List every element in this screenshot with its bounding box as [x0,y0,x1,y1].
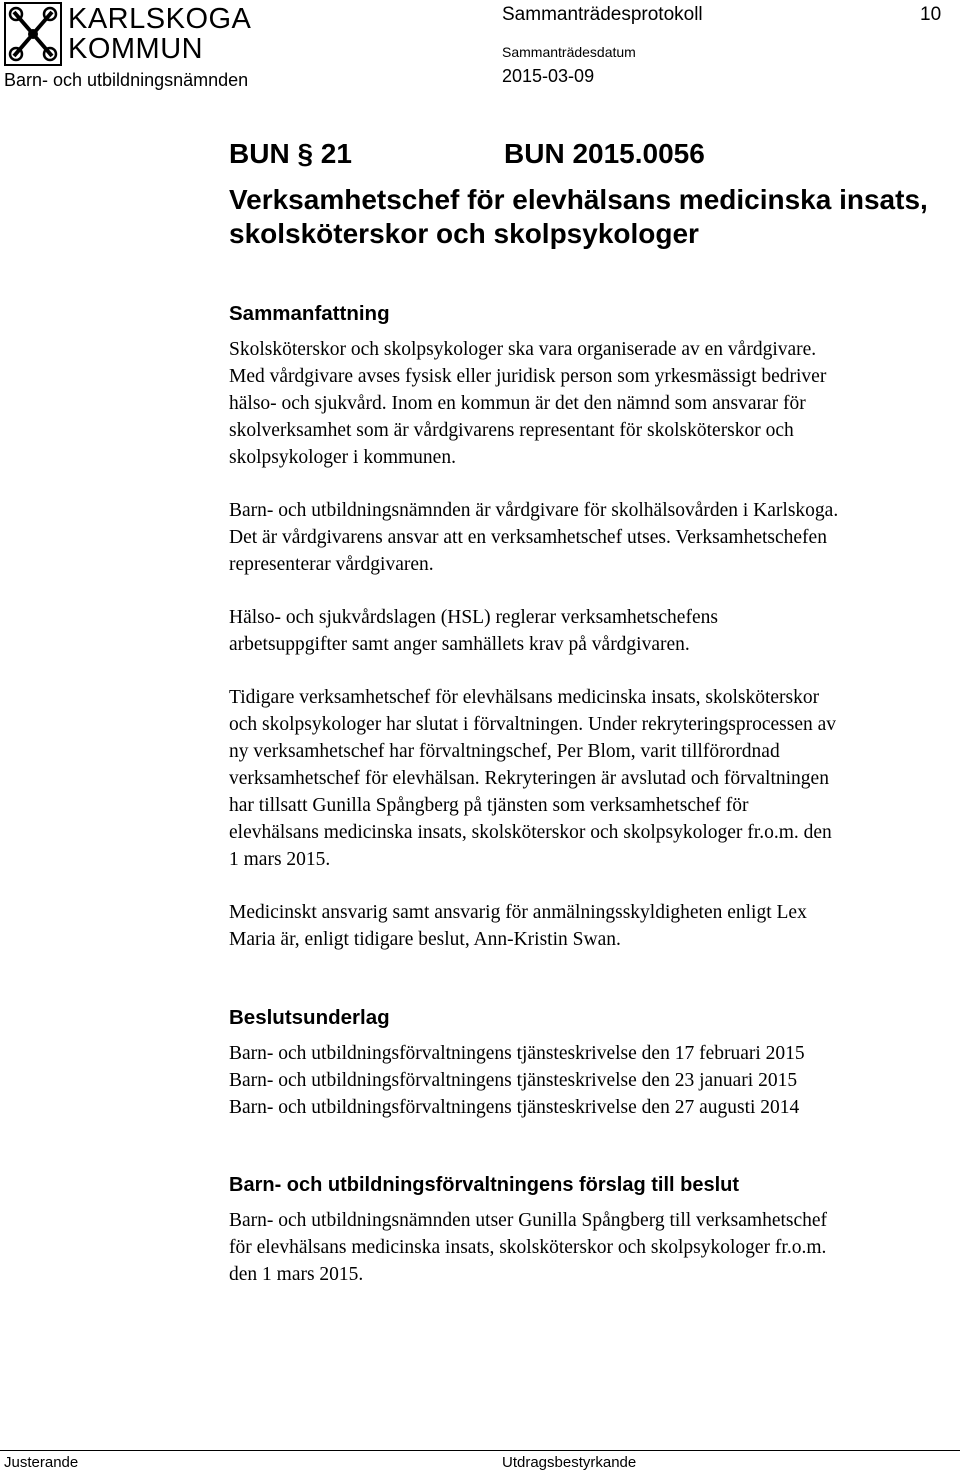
logo-line1: KARLSKOGA [68,3,252,35]
summary-paragraph-4 [229,684,954,873]
logo-wordmark [68,4,251,64]
footer-divider [0,1450,960,1451]
basis-item: Barn- och utbildningsförvaltningens tjänsteskrivelse den 23 januari 2015 [229,1070,798,1091]
case-title-line: skolsköterskor och skolpsykologer [229,218,699,249]
text-line: Medicinskt ansvarig samt ansvarig för anmälningsskyldigheten enligt Lex [229,902,807,923]
basis-item: Barn- och utbildningsförvaltningens tjänsteskrivelse den 17 februari 2015 [229,1043,805,1064]
page-number: 10 [920,4,942,25]
text-line: skolverksamhet som är vårdgivarens representant för skolsköterskor och [229,420,794,441]
text-line: arbetsuppgifter samt anger samhällets krav på vårdgivaren. [229,634,690,655]
summary-paragraph-2 [229,497,954,578]
text-line: Skolsköterskor och skolpsykologer ska vara organiserade av en vårdgivare. [229,339,817,360]
summary-paragraph-1 [229,336,954,471]
text-line: Med vårdgivare avses fysisk eller juridisk person som yrkesmässigt bedriver [229,366,827,387]
text-line: hälso- och sjukvård. Inom en kommun är det den nämnd som ansvarar för [229,393,806,414]
meeting-date-label: Sammanträdesdatum [502,44,636,60]
text-line: 1 mars 2015. [229,849,331,870]
summary-heading: Sammanfattning [229,302,390,325]
document-type: Sammanträdesprotokoll [502,4,703,25]
paragraph-number: BUN § 21 [229,138,352,169]
basis-item: Barn- och utbildningsförvaltningens tjänsteskrivelse den 27 augusti 2014 [229,1097,800,1118]
text-line: skolpsykologer i kommunen. [229,447,456,468]
text-line: Barn- och utbildningsnämnden utser Gunilla Spångberg till verksamhetschef [229,1210,828,1231]
footer-justerande: Justerande [4,1454,79,1471]
logo-line2: KOMMUN [68,33,204,65]
proposal-text [229,1207,954,1288]
text-line: Maria är, enligt tidigare beslut, Ann-Kristin Swan. [229,929,621,950]
text-line: den 1 mars 2015. [229,1264,364,1285]
case-title [229,183,929,251]
text-line: elevhälsans medicinska insats, skolsköterskor och skolpsykologer fr.o.m. den [229,822,832,843]
basis-list [229,1040,954,1121]
case-title-line: Verksamhetschef för elevhälsans medicinska insats, [229,184,928,215]
text-line: Det är vårdgivarens ansvar att en verksamhetschef utses. Verksamhetschefen [229,527,827,548]
text-line: Barn- och utbildningsnämnden är vårdgivare för skolhälsovården i Karlskoga. [229,500,839,521]
text-line: verksamhetschef för elevhälsan. Rekryteringen är avslutad och förvaltningen [229,768,829,789]
meeting-date-value: 2015-03-09 [502,66,595,86]
case-reference: BUN 2015.0056 [504,138,705,169]
text-line: och skolpsykologer har slutat i förvaltningen. Under rekryteringsprocessen av [229,714,837,735]
basis-heading: Beslutsunderlag [229,1006,390,1029]
footer-utdragsbestyrkande: Utdragsbestyrkande [502,1454,637,1471]
text-line: representerar vårdgivaren. [229,554,434,575]
text-line: Tidigare verksamhetschef för elevhälsans medicinska insats, skolsköterskor [229,687,820,708]
text-line: ny verksamhetschef har förvaltningschef, Per Blom, varit tillförordnad [229,741,780,762]
text-line: har tillsatt Gunilla Spångberg på tjänsten som verksamhetschef för [229,795,749,816]
text-line: för elevhälsans medicinska insats, skolsköterskor och skolpsykologer fr.o.m. [229,1237,827,1258]
summary-paragraph-5 [229,899,954,953]
municipality-logo-icon [4,2,62,66]
summary-paragraph-3 [229,604,954,658]
proposal-heading: Barn- och utbildningsförvaltningens förslag till beslut [229,1174,740,1196]
committee-name: Barn- och utbildningsnämnden [4,70,249,90]
text-line: Hälso- och sjukvårdslagen (HSL) reglerar verksamhetschefens [229,607,718,628]
